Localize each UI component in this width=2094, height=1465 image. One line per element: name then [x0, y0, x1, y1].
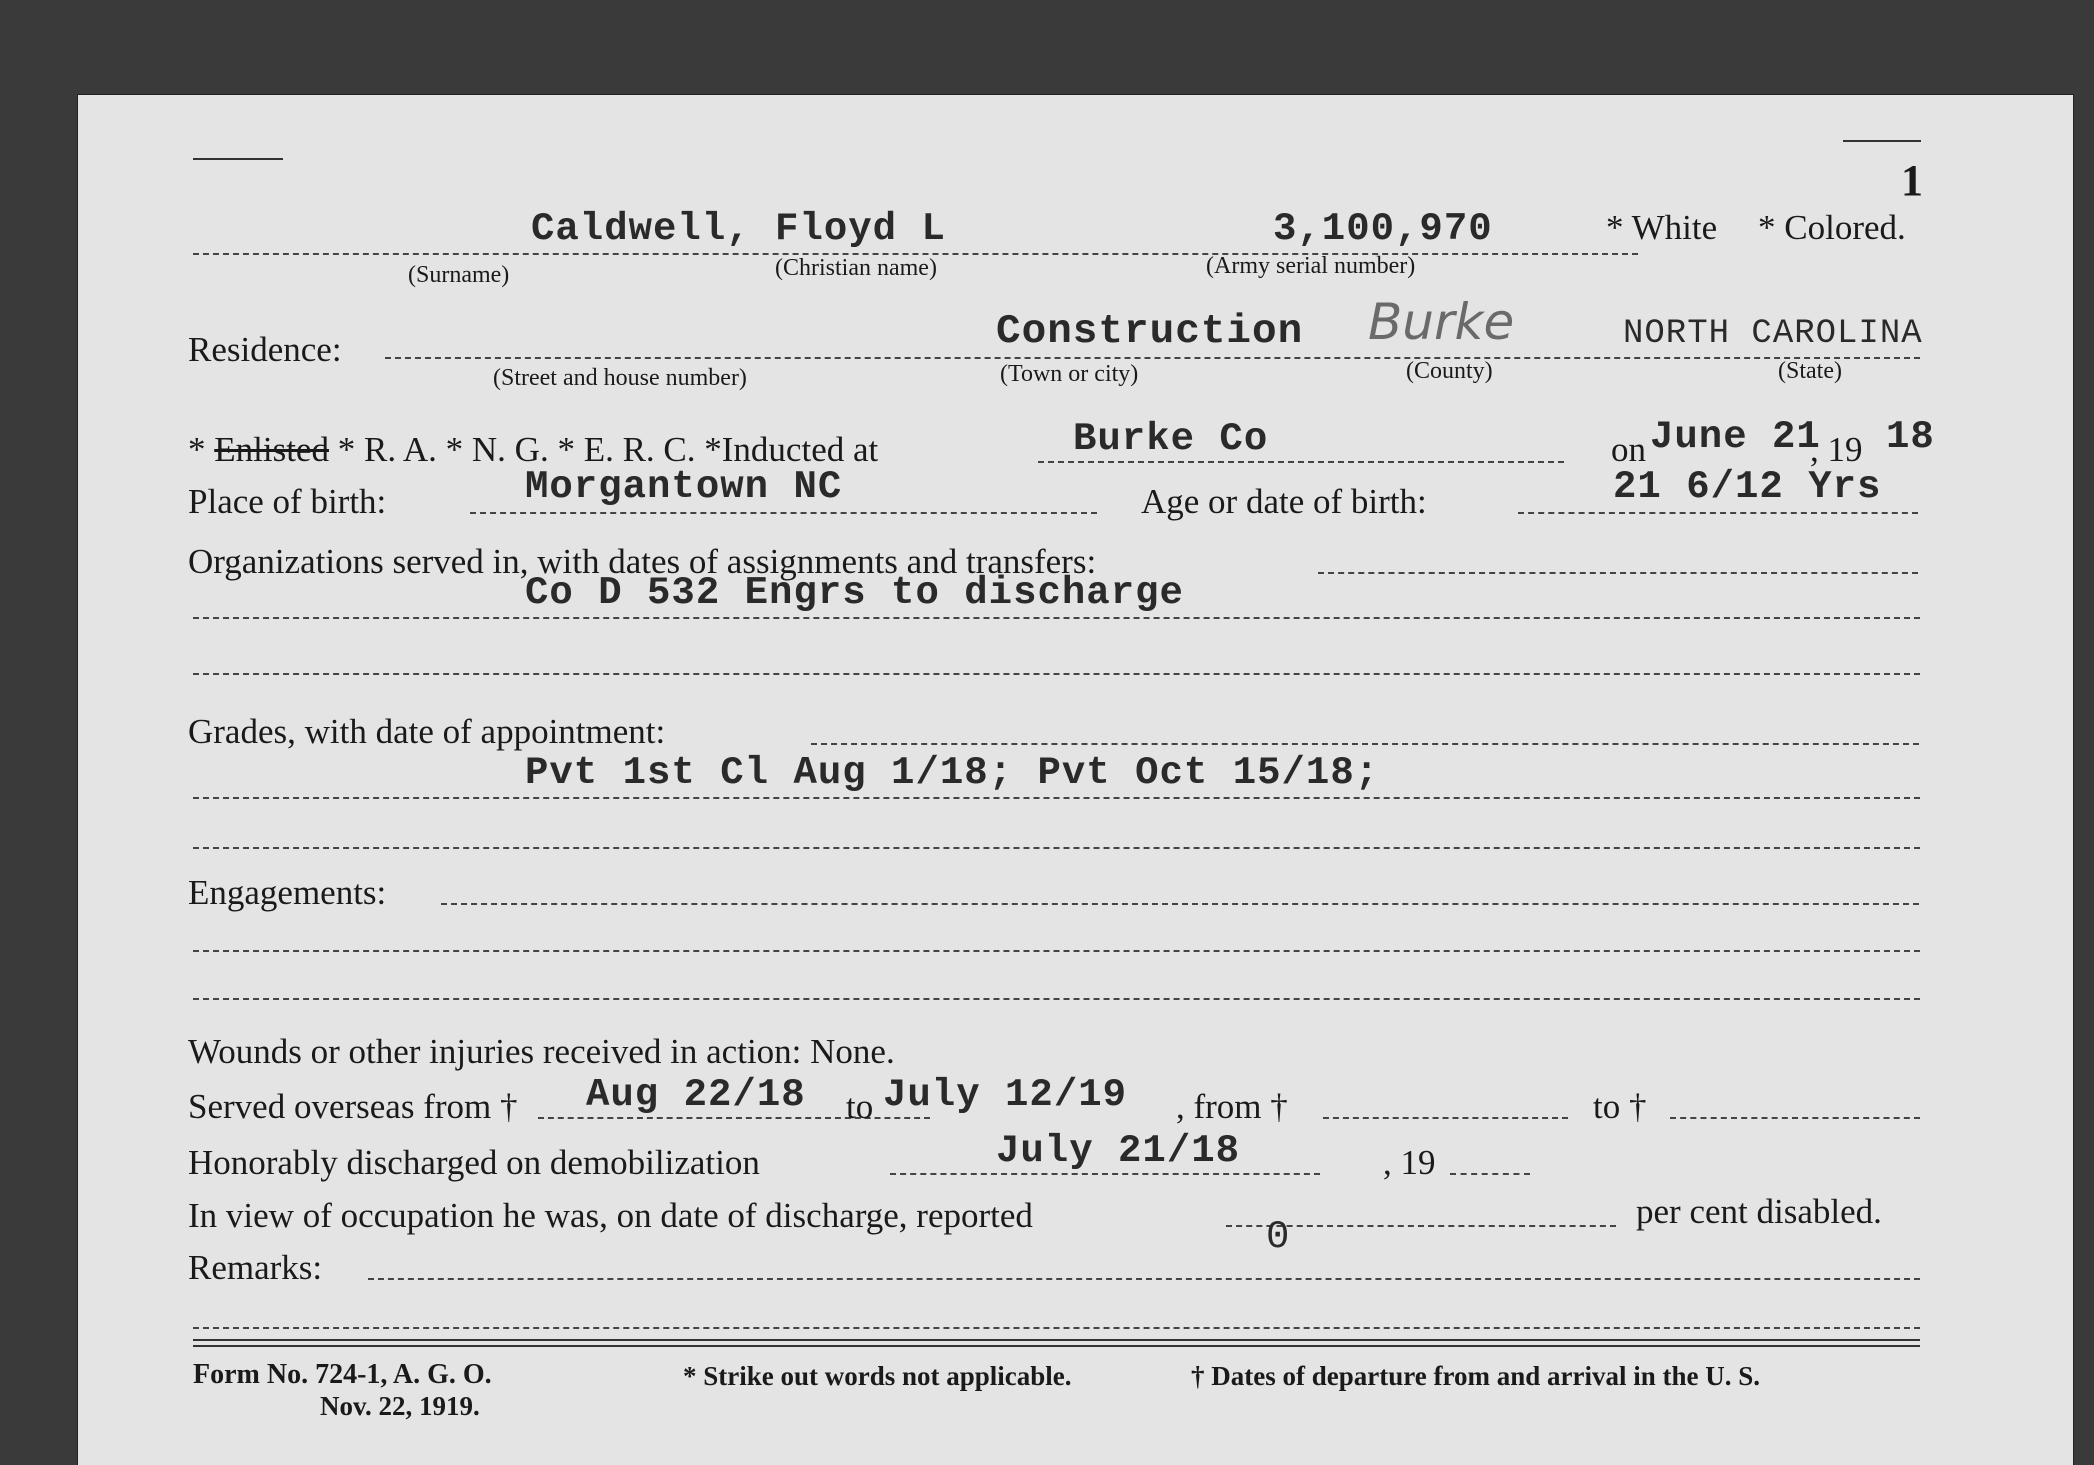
- inducted-place-value: Burke Co: [1073, 417, 1269, 461]
- overseas-from-value: Aug 22/18: [586, 1073, 806, 1117]
- induction-label: [188, 430, 878, 470]
- card-number: 1: [1901, 156, 1923, 205]
- town-value: Construction: [996, 309, 1304, 355]
- place-of-birth-label: Place of birth:: [188, 482, 387, 521]
- discharge-value: July 21/18: [996, 1129, 1241, 1173]
- dagger-note: † Dates of departure from and arrival in the U. S.: [1191, 1361, 1760, 1391]
- engagements-label: Engagements:: [188, 873, 387, 912]
- on-label: on: [1611, 430, 1646, 469]
- overseas-to2-label: to †: [1593, 1087, 1647, 1126]
- engagements-line-3: [193, 998, 1920, 1000]
- remarks-line-2: [193, 1327, 1920, 1329]
- organizations-value: Co D 532 Engrs to discharge: [525, 571, 1184, 615]
- service-record-card: [78, 95, 2073, 1465]
- top-right-rule: [1843, 140, 1921, 142]
- organizations-line-2: [193, 617, 1920, 619]
- county-value: Burke: [1368, 293, 1515, 351]
- strike-note: * Strike out words not applicable.: [683, 1361, 1072, 1391]
- remarks-label: Remarks:: [188, 1248, 323, 1287]
- form-number: Form No. 724-1, A. G. O.: [193, 1359, 492, 1390]
- street-caption: (Street and house number): [493, 365, 747, 391]
- organizations-line-3: [193, 673, 1920, 675]
- discharge-label: Honorably discharged on demobilization: [188, 1143, 760, 1182]
- disability-label: In view of occupation he was, on date of discharge, reported: [188, 1196, 1033, 1235]
- engagements-line-2: [193, 950, 1920, 952]
- form-date: Nov. 22, 1919.: [320, 1391, 480, 1421]
- christian-name-caption: (Christian name): [775, 255, 937, 281]
- footer-rule-1: [193, 1339, 1920, 1341]
- induction-date-value: June 21: [1650, 415, 1821, 459]
- engagements-line-1: [441, 903, 1919, 905]
- residence-label: Residence:: [188, 330, 342, 369]
- discharge-year-label: , 19: [1383, 1143, 1436, 1182]
- disability-suffix: per cent disabled.: [1636, 1192, 1882, 1231]
- age-label: Age or date of birth:: [1141, 482, 1427, 521]
- induction-year-value: 18: [1886, 415, 1935, 459]
- serial-value: 3,100,970: [1273, 207, 1493, 251]
- grades-value: Pvt 1st Cl Aug 1/18; Pvt Oct 15/18;: [525, 751, 1380, 795]
- overseas-label: Served overseas from †: [188, 1087, 518, 1126]
- grades-line-1: [811, 743, 1919, 745]
- overseas-from2-label: , from †: [1176, 1087, 1288, 1126]
- state-value: NORTH CAROLINA: [1623, 315, 1923, 353]
- town-caption: (Town or city): [1000, 361, 1139, 387]
- grades-label: Grades, with date of appointment:: [188, 712, 666, 751]
- grades-line-2: [193, 797, 1920, 799]
- organizations-line-1: [1318, 572, 1918, 574]
- colored-label: * Colored.: [1758, 208, 1906, 247]
- overseas-to-value: July 12/19: [883, 1073, 1128, 1117]
- serial-caption: (Army serial number): [1206, 253, 1416, 279]
- enlisted-struck: Enlisted: [214, 430, 329, 469]
- induction-star: *: [188, 430, 215, 469]
- induction-year-prefix: , 19: [1810, 430, 1863, 469]
- age-value: 21 6/12 Yrs: [1613, 465, 1882, 509]
- discharge-year-line: [1450, 1173, 1530, 1175]
- grades-line-3: [193, 847, 1920, 849]
- remarks-line-1: [368, 1278, 1920, 1280]
- discharge-line: [890, 1173, 1320, 1175]
- county-caption: (County): [1406, 358, 1493, 384]
- induction-rest: * R. A. * N. G. * E. R. C. *Inducted at: [328, 430, 879, 469]
- residence-line: [385, 357, 1920, 359]
- inducted-at-line: [1038, 461, 1564, 463]
- state-caption: (State): [1778, 358, 1842, 384]
- footer-rule-2: [193, 1345, 1920, 1347]
- name-value: Caldwell, Floyd L: [531, 207, 946, 251]
- place-of-birth-value: Morgantown NC: [525, 465, 843, 509]
- disability-value: 0: [1266, 1215, 1291, 1259]
- wounds-label: Wounds or other injuries received in action: None.: [188, 1032, 895, 1071]
- overseas-to-label: to: [846, 1087, 874, 1126]
- organizations-label: Organizations served in, with dates of assignments and transfers:: [188, 542, 1097, 581]
- top-left-rule: [193, 158, 283, 160]
- white-label: * White: [1606, 208, 1718, 247]
- surname-caption: (Surname): [408, 262, 510, 288]
- place-of-birth-line: [470, 512, 1097, 514]
- overseas-from2-line: [1323, 1117, 1568, 1119]
- age-line: [1518, 512, 1918, 514]
- overseas-to2-line: [1670, 1117, 1920, 1119]
